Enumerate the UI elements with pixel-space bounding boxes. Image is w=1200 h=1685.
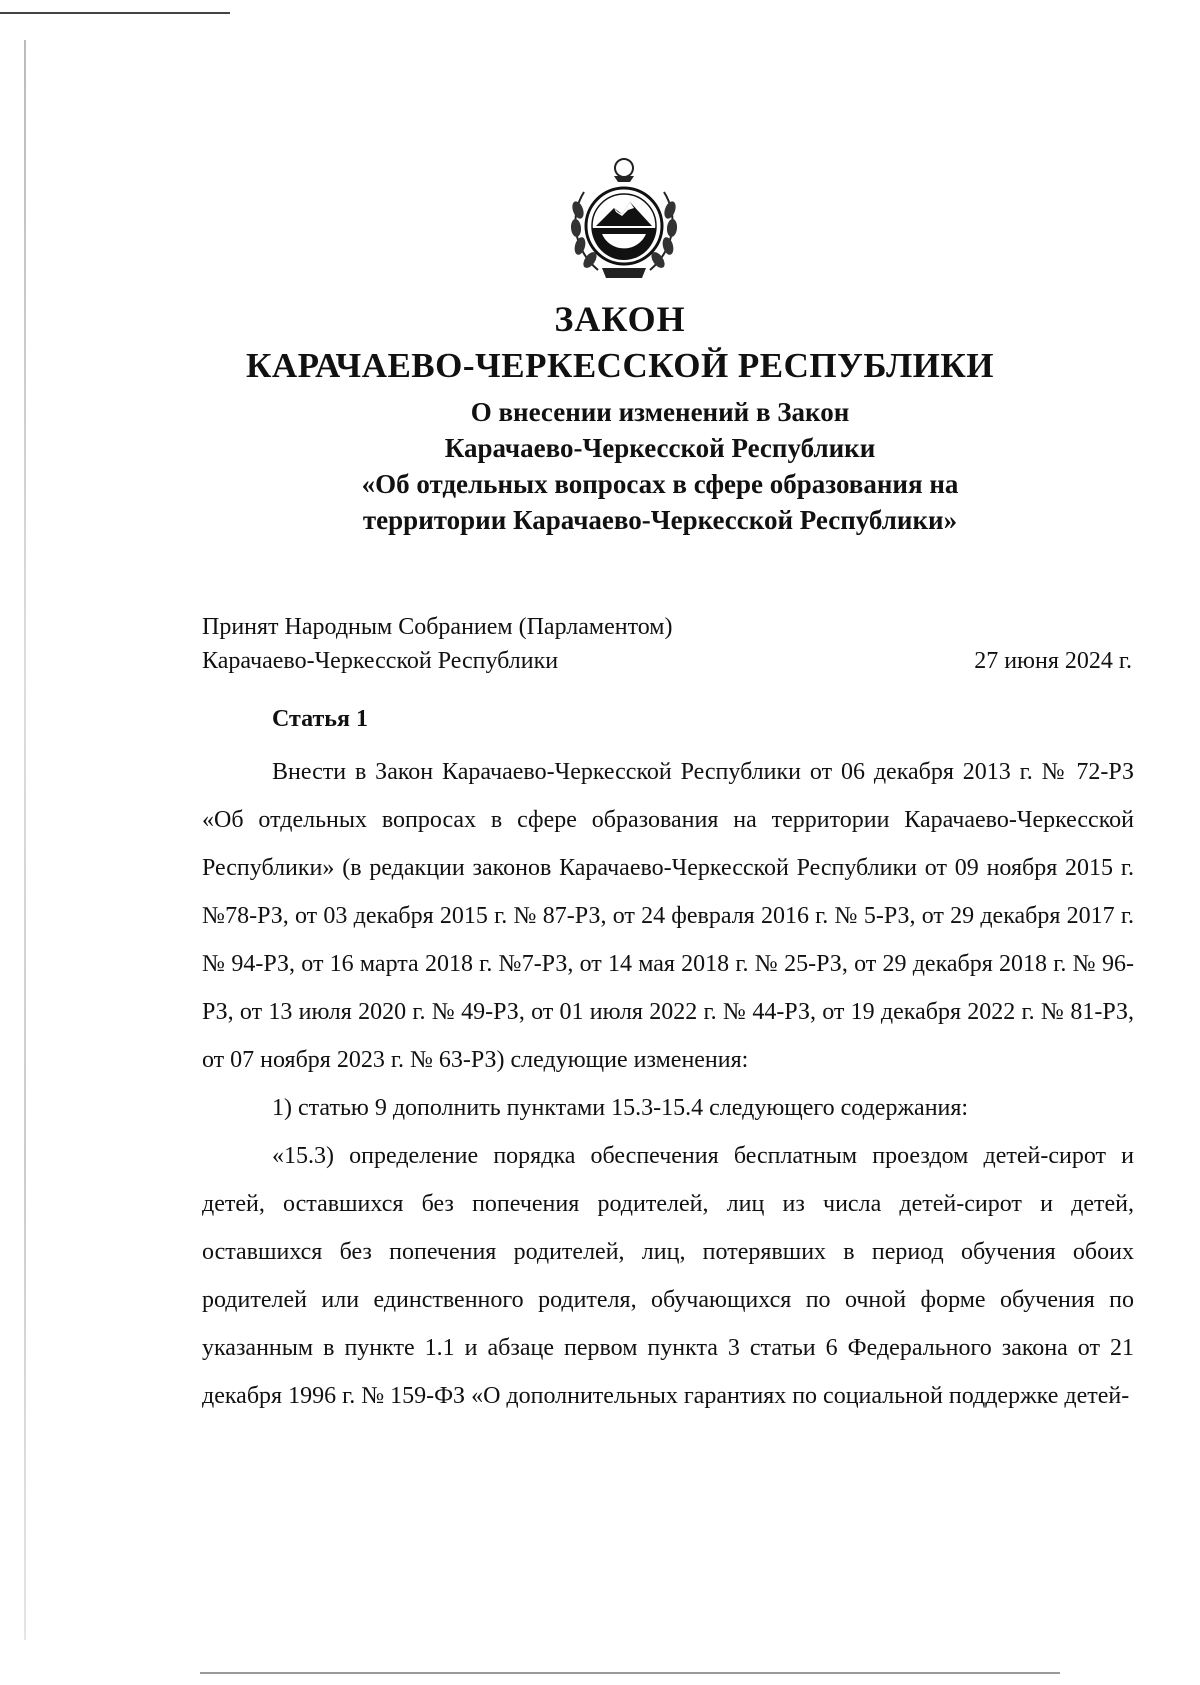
republic-name: КАРАЧАЕВО-ЧЕРКЕССКОЙ РЕСПУБЛИКИ	[245, 346, 995, 385]
scan-artifact-top	[0, 0, 230, 14]
adopted-row	[202, 644, 1132, 678]
document-heading: ЗАКОН	[554, 299, 686, 339]
scan-artifact-bottom	[200, 1672, 1060, 1674]
coat-of-arms-emblem	[564, 152, 684, 284]
subtitle-line: Карачаево-Черкесской Республики	[444, 433, 876, 463]
article-title: Статья 1	[272, 706, 368, 732]
law-subtitle	[300, 394, 1020, 538]
adoption-date: 27 июня 2024 г.	[974, 648, 1132, 674]
subtitle-line: «Об отдельных вопросах в сфере образования на	[361, 469, 959, 499]
scan-artifact-edge	[24, 40, 26, 1640]
article-body	[202, 748, 1134, 1420]
adopted-by: Принят Народным Собранием (Парламентом)	[202, 614, 673, 640]
article-paragraph: Внести в Закон Карачаево-Черкесской Республики от 06 декабря 2013 г. № 72-РЗ «Об отдельных вопросах в сфере образования на территории Карачаево-Черкесской Республики» (в редакции законов Карачаево-Черкесской Республики от 09 ноября 2015 г. №78-РЗ, от 03 декабря 2015 г. № 87-РЗ, от 24 февраля 2016 г. № 5-РЗ, от 29 декабря 2017 г. № 94-РЗ, от 16 марта 2018 г. №7-РЗ, от 14 мая 2018 г. № 25-РЗ, от 29 декабря 2018 г. № 96-РЗ, от 13 июля 2020 г. № 49-РЗ, от 01 июля 2022 г. № 44-РЗ, от 19 декабря 2022 г. № 81-РЗ, от 07 ноября 2023 г. № 63-РЗ) следующие изменения:	[202, 759, 1134, 1073]
article-paragraph: 1) статью 9 дополнить пунктами 15.3-15.4 следующего содержания:	[272, 1095, 969, 1121]
subtitle-line: территории Карачаево-Черкесской Республики»	[362, 505, 958, 535]
adopted-by-republic: Карачаево-Черкесской Республики	[202, 648, 559, 674]
article-paragraph: «15.3) определение порядка обеспечения бесплатным проездом детей-сирот и детей, оставшихся без попечения родителей, лиц из числа детей-сирот и детей, оставшихся без попечения родителей, лиц, потерявших в период обучения обоих родителей или единственного родителя, обучающихся по очной форме обучения по указанным в пункте 1.1 и абзаце первом пункта 3 статьи 6 Федерального закона от 21 декабря 1996 г. № 159-ФЗ «О дополнительных гарантиях по социальной поддержке детей-	[202, 1143, 1134, 1409]
adoption-info	[202, 610, 1132, 678]
subtitle-line: О внесении изменений в Закон	[470, 397, 850, 427]
